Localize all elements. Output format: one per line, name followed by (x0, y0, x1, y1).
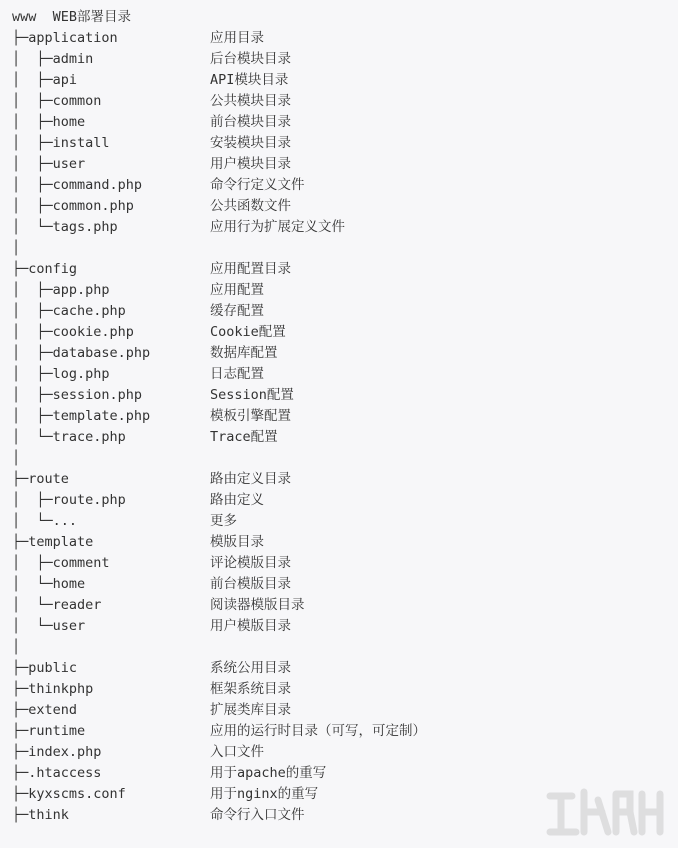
tree-description: 路由定义 (210, 492, 264, 508)
tree-path: │ ├─cache.php (12, 303, 126, 319)
tree-path: ├─route (12, 471, 69, 487)
tree-description: 缓存配置 (210, 303, 264, 319)
tree-description: 系统公用目录 (210, 660, 291, 676)
tree-path: │ ├─admin (12, 51, 94, 67)
tree-path: ├─.htaccess (12, 765, 102, 781)
tree-description: 路由定义目录 (210, 471, 291, 487)
tree-row (12, 511, 678, 532)
tree-description: Session配置 (210, 387, 294, 403)
tree-row (12, 742, 678, 763)
tree-path: ├─think (12, 807, 69, 823)
tree-path: │ ├─route.php (12, 492, 126, 508)
tree-description: API模块目录 (210, 72, 289, 88)
tree-path: ├─runtime (12, 723, 86, 739)
tree-row (12, 301, 678, 322)
tree-description: 前台模块目录 (210, 114, 291, 130)
tree-path: │ ├─log.php (12, 366, 110, 382)
tree-description: 应用行为扩展定义文件 (210, 219, 345, 235)
tree-description: 入口文件 (210, 744, 264, 760)
tree-row (12, 154, 678, 175)
tree-description: 阅读器模版目录 (210, 597, 305, 613)
tree-description: 模板引擎配置 (210, 408, 291, 424)
tree-path: │ ├─command.php (12, 177, 143, 193)
tree-row (12, 658, 678, 679)
tree-row (12, 637, 678, 658)
tree-row (12, 406, 678, 427)
tree-path: ├─config (12, 261, 78, 277)
tree-description: 评论模版目录 (210, 555, 291, 571)
tree-description: 命令行入口文件 (210, 807, 305, 823)
tree-description: 用户模版目录 (210, 618, 291, 634)
tree-row (12, 343, 678, 364)
tree-description: 模版目录 (210, 534, 264, 550)
tree-row (12, 595, 678, 616)
tree-row (12, 700, 678, 721)
tree-path: │ ├─database.php (12, 345, 151, 361)
tree-rows (12, 28, 678, 826)
tree-row (12, 238, 678, 259)
tree-description: 前台模版目录 (210, 576, 291, 592)
tree-row (12, 532, 678, 553)
tree-description: 扩展类库目录 (210, 702, 291, 718)
tree-path: │ └─... (12, 513, 78, 529)
tree-path: │ (12, 450, 21, 466)
tree-description: 日志配置 (210, 366, 264, 382)
tree-row (12, 280, 678, 301)
tree-description: 更多 (210, 513, 237, 529)
tree-path: │ ├─api (12, 72, 78, 88)
tree-path: │ └─reader (12, 597, 102, 613)
site-watermark-logo (542, 782, 668, 840)
tree-description: 公共函数文件 (210, 198, 291, 214)
tree-path: ├─kyxscms.conf (12, 786, 126, 802)
tree-row (12, 721, 678, 742)
tree-description: 数据库配置 (210, 345, 278, 361)
tree-row (12, 574, 678, 595)
tree-row (12, 112, 678, 133)
tree-row (12, 196, 678, 217)
tree-description: 用户模块目录 (210, 156, 291, 172)
tree-description: 用于apache的重写 (210, 765, 327, 781)
tree-row (12, 91, 678, 112)
tree-description: 应用配置 (210, 282, 264, 298)
tree-path: │ └─trace.php (12, 429, 126, 445)
tree-description: 应用配置目录 (210, 261, 291, 277)
tree-path: │ ├─comment (12, 555, 110, 571)
tree-description: 用于nginx的重写 (210, 786, 319, 802)
tree-row (12, 49, 678, 70)
tree-row (12, 259, 678, 280)
tree-path: ├─thinkphp (12, 681, 94, 697)
tree-path: │ ├─common.php (12, 198, 134, 214)
tree-path: │ (12, 240, 21, 256)
tree-description: 应用目录 (210, 30, 264, 46)
tree-header-text: www WEB部署目录 (12, 9, 132, 25)
tree-row (12, 217, 678, 238)
tree-path: ├─application (12, 30, 118, 46)
tree-description: Cookie配置 (210, 324, 286, 340)
tree-path: │ (12, 639, 21, 655)
tree-path: ├─template (12, 534, 94, 550)
tree-header (12, 7, 678, 28)
tree-row (12, 364, 678, 385)
tree-row (12, 28, 678, 49)
tree-description: 命令行定义文件 (210, 177, 305, 193)
tree-path: │ ├─app.php (12, 282, 110, 298)
tree-row (12, 553, 678, 574)
tree-row (12, 679, 678, 700)
tree-row (12, 616, 678, 637)
tree-description: 安装模块目录 (210, 135, 291, 151)
tree-path: │ ├─install (12, 135, 110, 151)
tree-description: 应用的运行时目录（可写，可定制） (210, 723, 426, 739)
tree-path: ├─index.php (12, 744, 102, 760)
tree-row (12, 427, 678, 448)
tree-path: ├─public (12, 660, 78, 676)
tree-row (12, 133, 678, 154)
tree-description: Trace配置 (210, 429, 278, 445)
tree-path: │ ├─user (12, 156, 86, 172)
tree-row (12, 175, 678, 196)
tree-description: 框架系统目录 (210, 681, 291, 697)
tree-path: │ ├─home (12, 114, 86, 130)
tree-path: │ ├─common (12, 93, 102, 109)
tree-path: │ └─tags.php (12, 219, 118, 235)
tree-row (12, 490, 678, 511)
tree-path: ├─extend (12, 702, 78, 718)
tree-row (12, 70, 678, 91)
tree-row (12, 763, 678, 784)
tree-description: 公共模块目录 (210, 93, 291, 109)
tree-path: │ ├─cookie.php (12, 324, 134, 340)
tree-path: │ ├─session.php (12, 387, 143, 403)
tree-path: │ └─user (12, 618, 86, 634)
tree-path: │ └─home (12, 576, 86, 592)
tree-path: │ ├─template.php (12, 408, 151, 424)
tree-row (12, 385, 678, 406)
tree-row (12, 448, 678, 469)
tree-row (12, 469, 678, 490)
tree-description: 后台模块目录 (210, 51, 291, 67)
tree-row (12, 322, 678, 343)
